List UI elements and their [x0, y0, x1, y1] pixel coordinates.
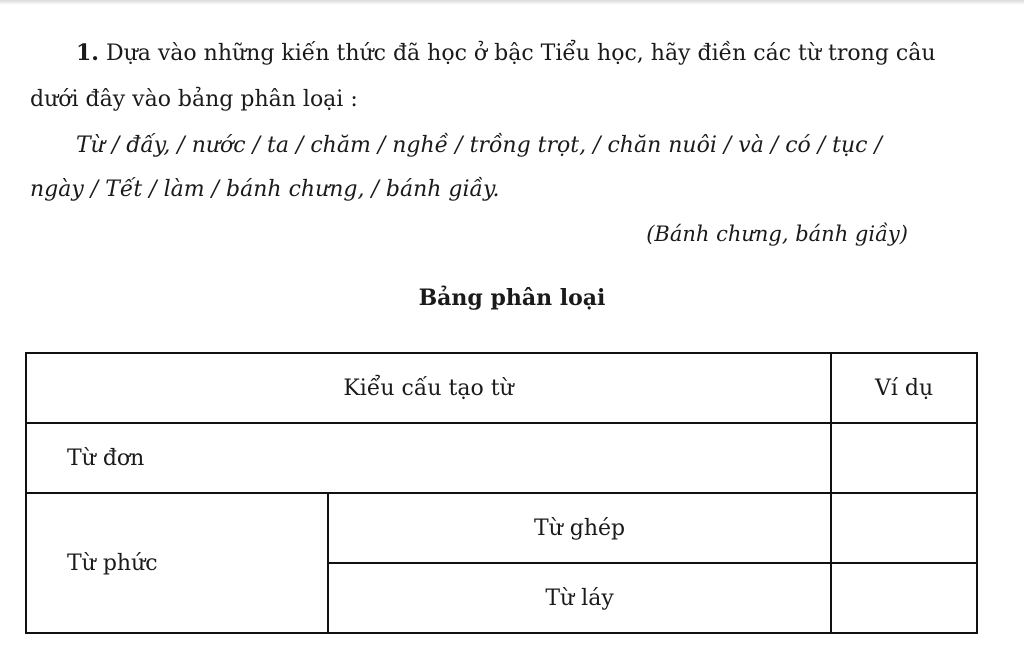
top-rule — [0, 0, 1024, 5]
question-text-line2: dưới đây vào bảng phân loại : — [30, 87, 358, 112]
classification-table — [25, 352, 978, 634]
example-cell-single-word[interactable] — [831, 423, 977, 493]
word-sentence-line2: ngày / Tết / làm / bánh chưng, / bánh giầy. — [30, 177, 500, 202]
question-number: 1. — [76, 40, 99, 66]
header-word-structure: Kiểu cấu tạo từ — [26, 353, 831, 423]
source-citation: (Bánh chưng, bánh giầy) — [646, 222, 908, 246]
header-example: Ví dụ — [831, 353, 977, 423]
row-label-single-word: Từ đơn — [26, 423, 831, 493]
question-text-line1: Dựa vào những kiến thức đã học ở bậc Tiểu học, hãy điền các từ trong câu — [98, 41, 936, 66]
example-cell-reduplicative-word[interactable] — [831, 563, 977, 633]
table-row — [26, 493, 977, 563]
example-cell-compound-word[interactable] — [831, 493, 977, 563]
question-prompt — [30, 30, 990, 123]
word-sentence — [30, 124, 990, 212]
row-label-complex-word: Từ phức — [26, 493, 328, 633]
row-label-reduplicative-word: Từ láy — [328, 563, 831, 633]
table-title: Bảng phân loại — [418, 285, 606, 311]
table-header-row — [26, 353, 977, 423]
word-sentence-line1: Từ / đấy, / nước / ta / chăm / nghề / trồng trọt, / chăn nuôi / và / có / tục / — [76, 133, 882, 158]
row-label-compound-word: Từ ghép — [328, 493, 831, 563]
table-row — [26, 423, 977, 493]
